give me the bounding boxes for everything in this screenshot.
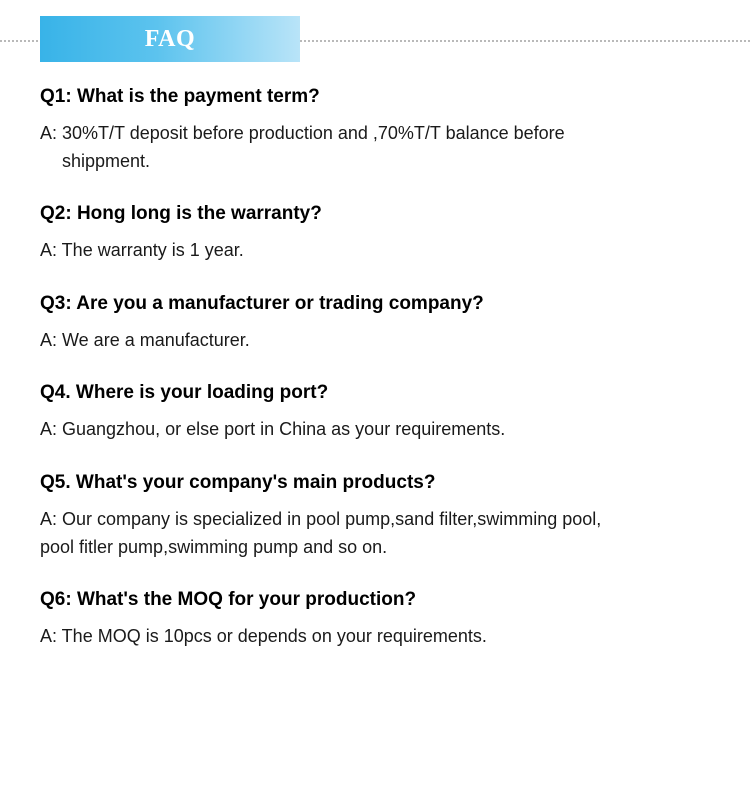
faq-answer [40,623,710,651]
faq-answer [40,506,710,562]
faq-question: Q3: Are you a manufacturer or trading company? [40,292,484,314]
faq-answer-line-2: pool fitler pump,swimming pump and so on. [40,536,388,557]
faq-question: Q2: Hong long is the warranty? [40,203,322,225]
faq-answer [40,120,710,176]
faq-item [40,291,710,355]
faq-question: Q1: What is the payment term? [40,86,320,107]
faq-answer-line-1: A: The MOQ is 10pcs or depends on your requirements. [40,626,487,647]
faq-title-label: FAQ [144,25,196,52]
faq-title-banner [40,16,300,62]
faq-item [40,201,710,265]
faq-item [40,470,710,561]
faq-question: Q4. Where is your loading port? [40,382,329,404]
faq-answer [40,237,710,265]
faq-item [40,84,710,175]
faq-answer [40,327,710,355]
faq-header [0,0,750,62]
faq-answer-line-1: A: Our company is specialized in pool pump,sand filter,swimming pool, [40,508,602,529]
faq-question: Q6: What's the MOQ for your production? [40,589,417,611]
faq-answer-line-1: A: Guangzhou, or else port in China as your requirements. [40,419,506,440]
faq-answer [40,416,710,444]
faq-answer-line-2: shippment. [62,150,151,171]
faq-answer-line-1: A: 30%T/T deposit before production and ,70%T/T balance before [40,122,565,143]
faq-answer-line-1: A: We are a manufacturer. [40,329,250,350]
faq-list [0,62,750,651]
faq-question: Q5. What's your company's main products? [40,472,436,494]
faq-item [40,587,710,651]
faq-answer-line-1: A: The warranty is 1 year. [40,240,244,261]
faq-item [40,380,710,444]
